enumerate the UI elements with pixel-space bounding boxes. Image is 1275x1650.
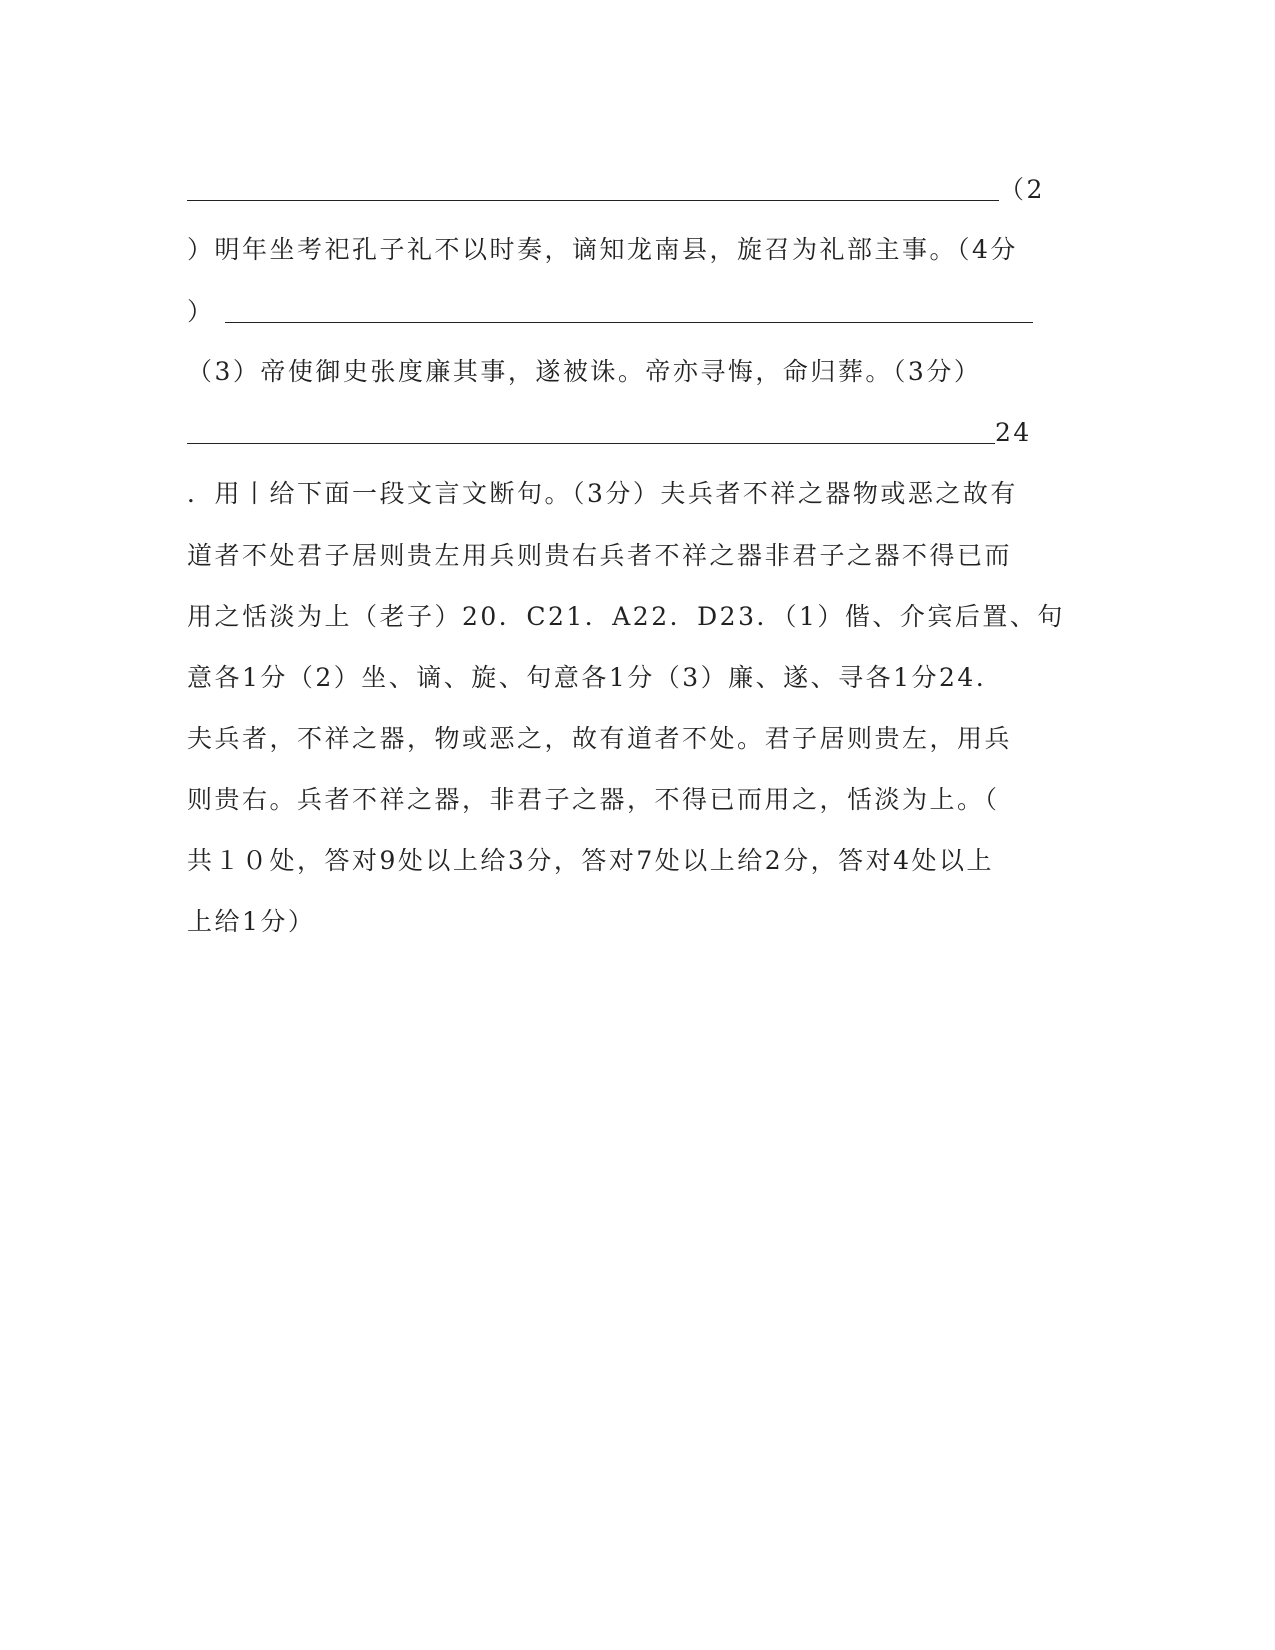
text-line-wrapper xyxy=(187,719,1012,759)
answer-line-1 xyxy=(187,170,1045,210)
text-line-wrapper xyxy=(187,352,981,392)
text-line-wrapper xyxy=(187,780,1000,820)
text-line: 则贵右。兵者不祥之器，非君子之器，不得已而用之，恬淡为上。（ xyxy=(187,785,1000,814)
text-line-wrapper xyxy=(187,597,1065,637)
text-line: 意各1分（2）坐、谪、旋、句意各1分（3）廉、遂、寻各1分24． xyxy=(187,663,1004,692)
text-line: 夫兵者，不祥之器，物或恶之，故有道者不处。君子居则贵左，用兵 xyxy=(187,724,1013,753)
answer-blank xyxy=(225,322,1033,323)
text-line: 上给1分） xyxy=(187,907,316,936)
text-line: 道者不处君子居则贵左用兵则贵右兵者不祥之器非君子之器不得已而 xyxy=(187,541,1013,570)
text-line-wrapper xyxy=(187,536,1012,576)
text-line: （2 xyxy=(999,175,1045,204)
answer-blank xyxy=(187,200,999,201)
text-line: ） xyxy=(187,297,215,326)
answer-line-2 xyxy=(187,292,1033,332)
text-line-wrapper xyxy=(187,474,1018,514)
text-line-wrapper xyxy=(187,902,315,942)
text-line-wrapper xyxy=(187,658,1003,698)
text-line-wrapper xyxy=(187,841,994,881)
text-line: ）明年坐考祀孔子礼不以时奏，谪知龙南县，旋召为礼部主事。（4分 xyxy=(187,235,1018,264)
answer-blank xyxy=(187,443,995,444)
text-line: （3）帝使御史张度廉其事，遂被诛。帝亦寻悔，命归葬。（3分） xyxy=(187,357,982,386)
text-line-wrapper xyxy=(187,230,1018,270)
text-line: 共１０处，答对9处以上给3分，答对7处以上给2分，答对4处以上 xyxy=(187,846,995,875)
answer-line-3 xyxy=(187,413,1032,453)
text-line: ．用丨给下面一段文言文断句。（3分）夫兵者不祥之器物或恶之故有 xyxy=(187,479,1018,508)
text-line: 用之恬淡为上（老子）20．C21．A22．D23．（1）偕、介宾后置、句 xyxy=(187,602,1065,631)
text-line: 24 xyxy=(995,418,1032,447)
